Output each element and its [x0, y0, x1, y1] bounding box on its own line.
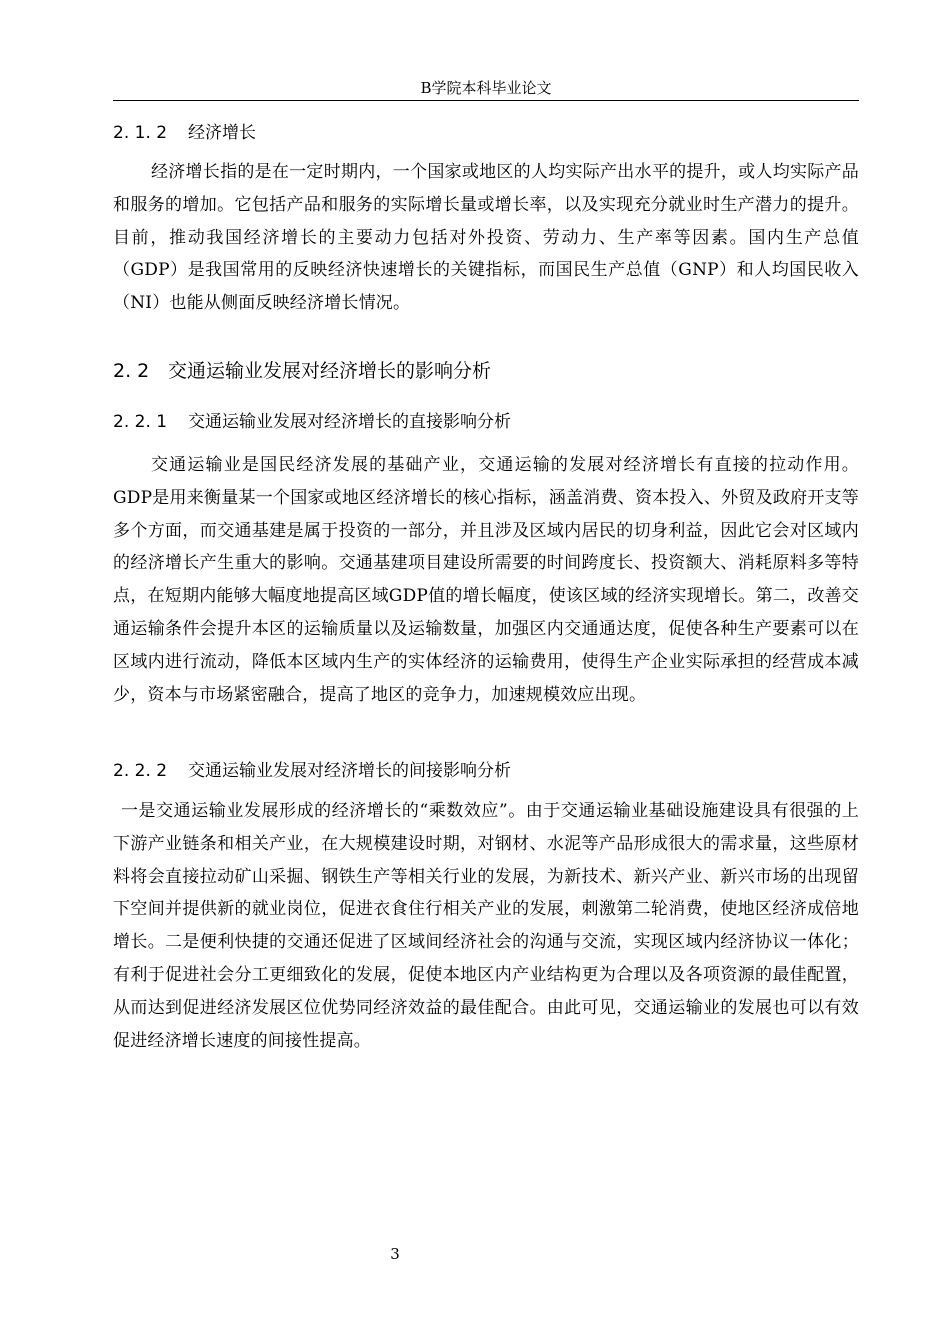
- header-rule: [113, 100, 859, 101]
- section-number: 2. 2: [113, 360, 150, 382]
- section-number: 2. 2. 1: [113, 412, 168, 432]
- paragraph-indirect-impact: 一是交通运输业发展形成的经济增长的“乘数效应”。由于交通运输业基础设施建设具有很强的上下游产业链条和相关产业，在大规模建设时期，对钢材、水泥等产品形成很大的需求量，这些原材料将会直接拉动矿山采掘、钢铁生产等相关行业的发展，为新技术、新兴产业、新兴市场的出现留下空间并提供新的就业岗位，促进衣食住行相关产业的发展，刺激第二轮消费，使地区经济成倍地增长。二是便利快捷的交通还促进了区域间经济社会的沟通与交流，实现区域内经济协议一体化；有利于促进社会分工更细致化的发展，促使本地区内产业结构更为合理以及各项资源的最佳配置，从而达到促进经济发展区位优势同经济效益的最佳配合。由此可见，交通运输业的发展也可以有效促进经济增长速度的间接性提高。: [113, 801, 859, 1051]
- section-title: 交通运输业发展对经济增长的直接影响分析: [188, 412, 511, 432]
- section-number: 2. 1. 2: [113, 123, 168, 143]
- paragraph-direct-impact: 交通运输业是国民经济发展的基础产业，交通运输的发展对经济增长有直接的拉动作用。GDP是用来衡量某一个国家或地区经济增长的核心指标，涵盖消费、资本投入、外贸及政府开支等多个方面，而交通基建是属于投资的一部分，并且涉及区域内居民的切身利益，因此它会对区域内的经济增长产生重大的影响。交通基建项目建设所需要的时间跨度长、投资额大、消耗原料多等特点，在短期内能够大幅度地提高区域GDP值的增长幅度，使该区域的经济实现增长。第二，改善交通运输条件会提升本区的运输质量以及运输数量，加强区内交通通达度，促使各种生产要素可以在区域内进行流动，降低本区域内生产的实体经济的运输费用，使得生产企业实际承担的经营成本减少，资本与市场紧密融合，提高了地区的竞争力，加速规模效应出现。: [113, 455, 859, 705]
- page-header-title: B学院本科毕业论文: [420, 79, 552, 97]
- section-number: 2. 2. 2: [113, 761, 168, 781]
- page-number: 3: [390, 1245, 400, 1263]
- paragraph-economic-growth: 经济增长指的是在一定时期内，一个国家或地区的人均实际产出水平的提升，或人均实际产品和服务的增加。它包括产品和服务的实际增长量或增长率，以及实现充分就业时生产潜力的提升。目前，推动我国经济增长的主要动力包括对外投资、劳动力、生产率等因素。国内生产总值（GDP）是我国常用的反映经济快速增长的关键指标，而国民生产总值（GNP）和人均国民收入（NI）也能从侧面反映经济增长情况。: [113, 162, 859, 314]
- section-heading-2-2-2: [113, 759, 511, 783]
- section-heading-2-2: [113, 358, 491, 384]
- section-heading-2-1-2: [113, 121, 256, 145]
- section-title: 交通运输业发展对经济增长的影响分析: [168, 360, 492, 382]
- section-heading-2-2-1: [113, 410, 511, 434]
- section-title: 经济增长: [188, 123, 256, 143]
- section-title: 交通运输业发展对经济增长的间接影响分析: [188, 761, 511, 781]
